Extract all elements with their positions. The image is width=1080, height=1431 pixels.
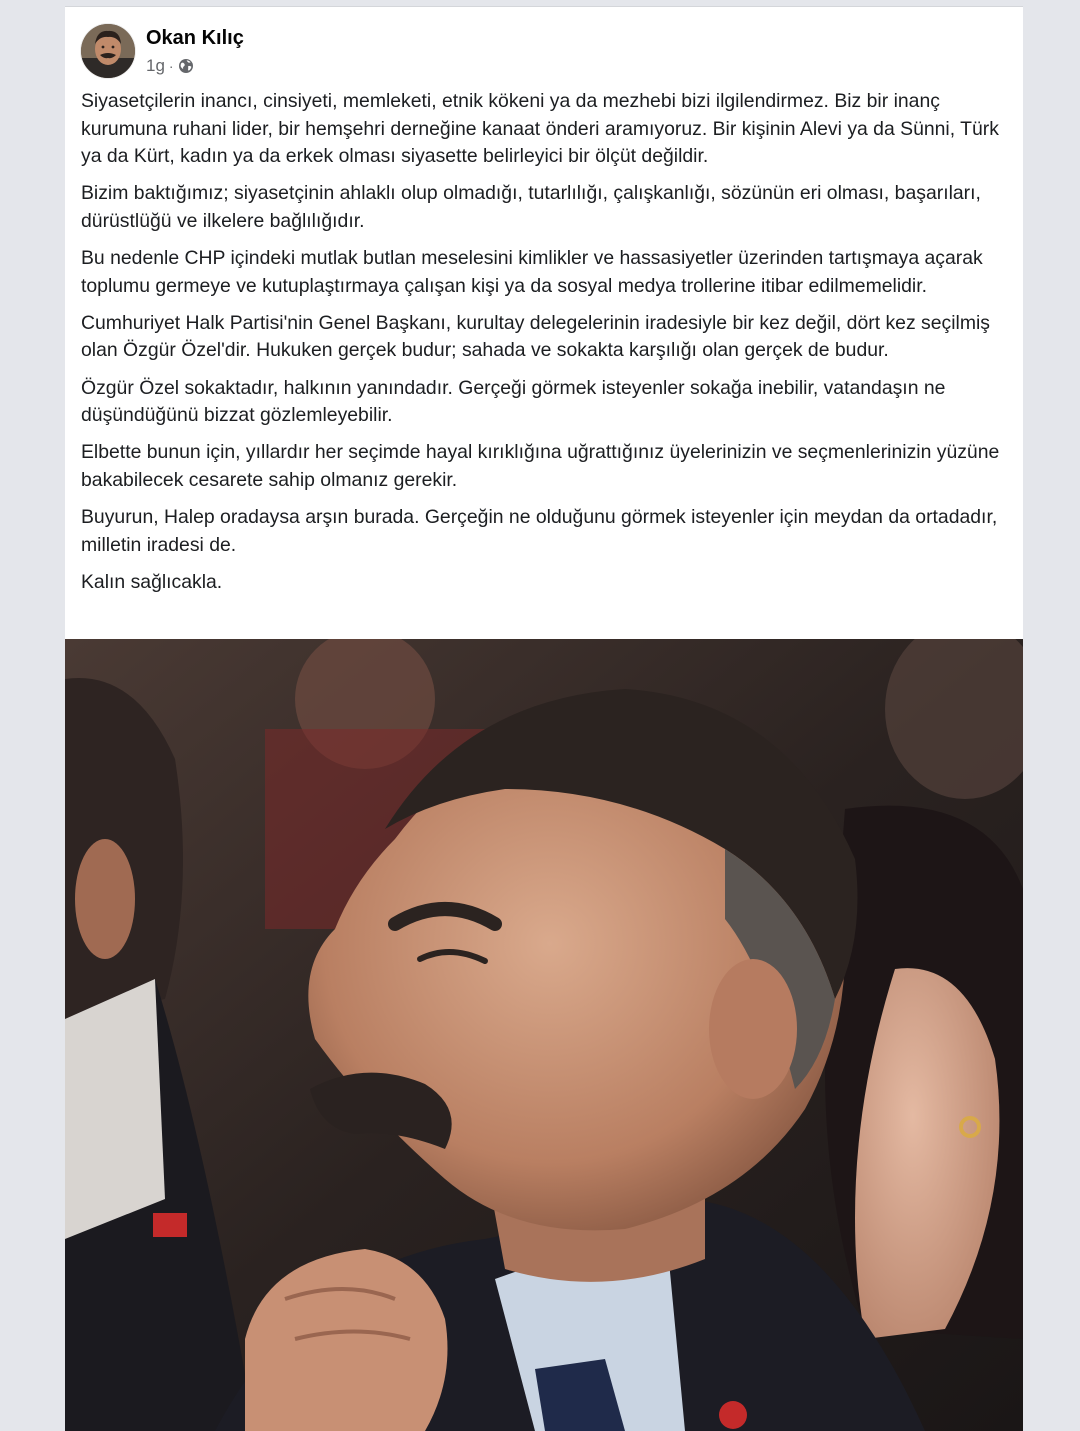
profile-photo-icon (81, 24, 135, 78)
post-paragraph-7: Buyurun, Halep oradaysa arşın burada. Gerçeğin ne olduğunu görmek isteyenler için meydan da ortadadır, milletin iradesi de. (81, 506, 998, 556)
post-text (81, 88, 1007, 606)
post-timestamp[interactable]: 1g (146, 56, 165, 75)
avatar-eye-right (112, 46, 115, 49)
post-paragraph-6: Elbette bunun için, yıllardır her seçimde hayal kırıklığına uğrattığınız üyelerinizin ve seçmenlerinizin yüzüne bakabilecek cesarete sahip olmanız gerekir. (81, 441, 1000, 491)
left-person-ear (75, 839, 135, 959)
post-header (81, 24, 244, 80)
main-person-ear (709, 959, 797, 1099)
post-paragraph-5: Özgür Özel sokaktadır, halkının yanındadır. Gerçeği görmek isteyenler sokağa inebilir, vatandaşın ne düşündüğünü bizzat gözlemleyebilir. (81, 376, 946, 427)
post-paragraph-1: Siyasetçilerin inancı, cinsiyeti, memleketi, etnik kökeni ya da mezhebi bizi ilgilendirmez. Biz bir inanç kurumuna ruhani lider, bir hemşehri derneğine kanaat önderi aramıyoruz. Bir kişinin Alevi ya da Sünni, Türk ya da Kürt, kadın ya da erkek olması siyasette belirleyici bir ölçüt değildir. (81, 90, 999, 167)
facebook-post (65, 6, 1023, 1431)
post-photo[interactable] (65, 639, 1023, 1431)
party-badge (153, 1213, 187, 1237)
portrait-photo (65, 639, 1023, 1431)
lapel-pin (719, 1401, 747, 1429)
author-avatar[interactable] (81, 24, 135, 78)
globe-icon[interactable] (178, 58, 194, 74)
post-paragraph-8: Kalın sağlıcakla. (81, 571, 223, 594)
post-paragraph-2: Bizim baktığımız; siyasetçinin ahlaklı olup olmadığı, tutarlılığı, çalışkanlığı, sözünün eri olması, başarıları, dürüstlüğü ve ilkelere bağlılığıdır. (81, 182, 981, 232)
author-name[interactable]: Okan Kılıç (146, 27, 244, 49)
avatar-eye-left (102, 46, 105, 49)
post-paragraph-4: Cumhuriyet Halk Partisi'nin Genel Başkanı, kurultay delegelerinin iradesiyle bir kez değil, dört kez seçilmiş olan Özgür Özel'dir. Hukuken gerçek budur; sahada ve sokakta karşılığı olan gerçek de budur. (81, 311, 990, 362)
meta-separator: · (168, 58, 174, 74)
post-meta (146, 24, 244, 76)
post-sub-meta (146, 56, 244, 76)
left-person-shirt (65, 979, 165, 1239)
post-paragraph-3: Bu nedenle CHP içindeki mutlak butlan meselesini kimlikler ve hassasiyetler üzerinden tartışmaya açarak toplumu germeye ve kutuplaştırmaya çalışan kişi ya da sosyal medya trollerine itibar edilmemelidir. (81, 247, 983, 297)
